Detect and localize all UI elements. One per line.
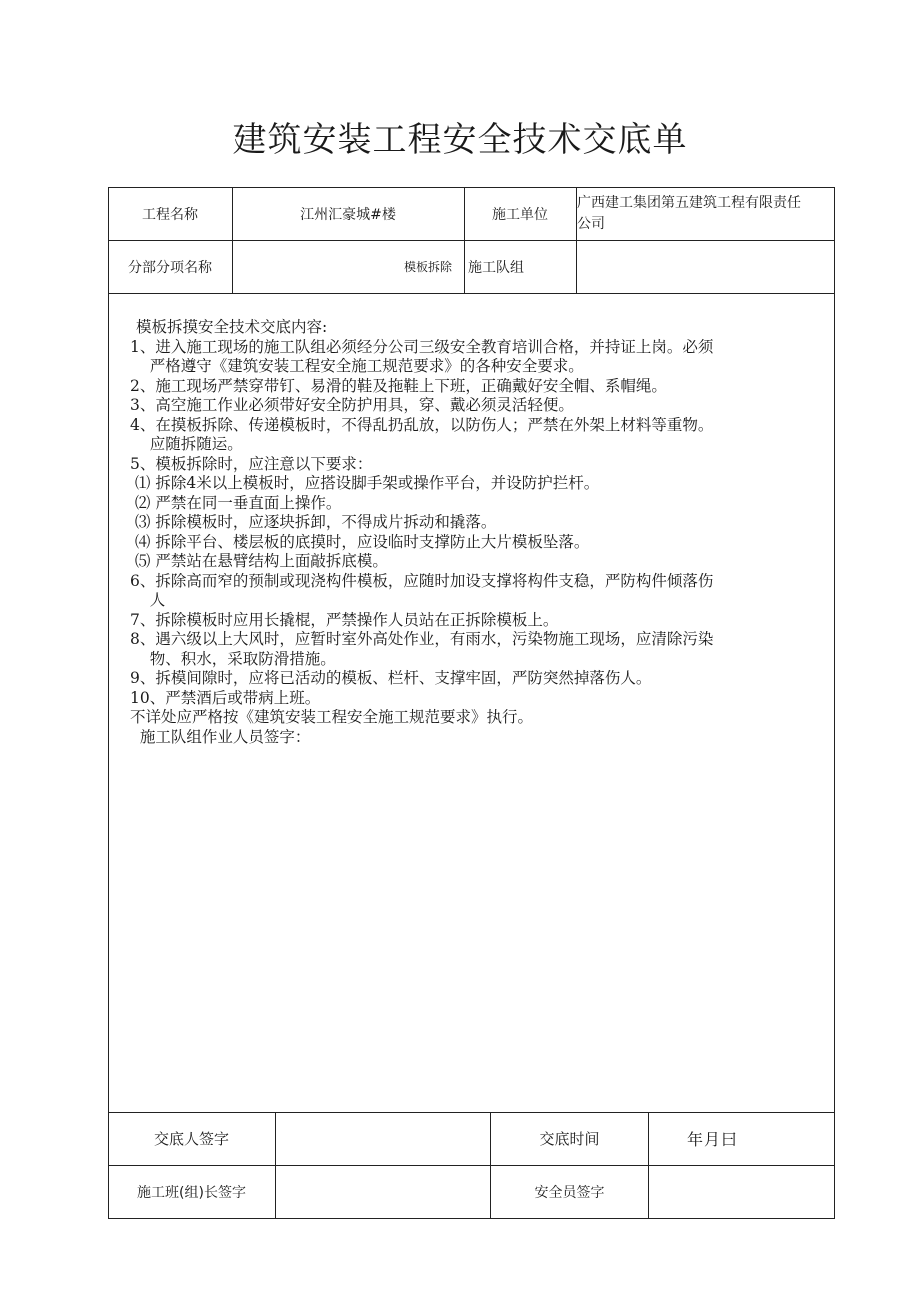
content-line: ⑸ 严禁站在悬臂结构上面敲拆底模。	[130, 552, 388, 570]
content-line: 施工队组作业人员签字：	[130, 727, 311, 746]
content-line: ⑵ 严禁在同一垂直面上操作。	[130, 493, 342, 512]
content-line: 3、高空施工作业必须带好安全防护用具，穿、戴必须灵活轻便。	[130, 396, 574, 414]
content-line: 人	[130, 591, 166, 609]
construction-unit-value[interactable]	[577, 187, 835, 240]
content-line: 10、严禁酒后或带病上班。	[130, 688, 321, 707]
content-line: 7、拆除模板时应用长撬棍，严禁操作人员站在正拆除模板上。	[130, 610, 559, 629]
content-line: ⑶ 拆除模板时，应逐块拆卸，不得成片拆动和撬落。	[130, 513, 497, 531]
content-line: 9、拆模间隙时，应将已活动的模板、栏杆、支撑牢固，严防突然掉落伤人。	[130, 669, 652, 687]
content-line: ⑷ 拆除平台、楼层板的底摸时，应设临时支撑防止大片模板坠落。	[130, 532, 590, 551]
construction-unit-line1: 广西建工集团第五建筑工程有限责任	[577, 194, 801, 211]
subproject-value[interactable]: 模板拆除	[403, 260, 452, 274]
team-value[interactable]	[577, 240, 835, 293]
safety-officer-sign-field[interactable]	[649, 1165, 835, 1219]
content-heading: 模板拆摸安全技术交底内容:	[136, 318, 328, 336]
content-line: 严格遵守《建筑安装工程安全施工规范要求》的各种安全要求。	[130, 357, 584, 375]
safety-officer-sign-label: 安全员签字	[534, 1185, 605, 1201]
content-line: 2、施工现场严禁穿带钉、易滑的鞋及拖鞋上下班，正确戴好安全帽、系帽绳。	[130, 376, 667, 395]
content-line: 6、拆除高而窄的预制或现浇构件模板，应随时加设支撑将构件支稳，严防构件倾落伤	[130, 571, 714, 590]
content-line: 1、进入施工现场的施工队组必须经分公司三级安全教育培训合格，并持证上岗。必须	[130, 337, 714, 356]
content-line: 4、在摸板拆除、传递模板时，不得乱扔乱放，以防伤人；严禁在外架上材料等重物。	[130, 415, 714, 434]
team-leader-sign-field[interactable]	[276, 1165, 490, 1219]
team-label: 施工队组	[468, 259, 524, 276]
document-title: 建筑安装工程安全技术交底单	[232, 120, 688, 160]
content-line: 物、积水，采取防滑措施。	[130, 649, 336, 668]
construction-unit-line2: 公司	[577, 215, 605, 232]
briefer-sign-label: 交底人签字	[153, 1130, 229, 1148]
briefing-time-field[interactable]: 年月曰	[687, 1130, 739, 1149]
briefing-time-label: 交底时间	[539, 1130, 600, 1148]
content-line: 5、模板拆除时，应注意以下要求：	[130, 454, 373, 473]
row-divider	[108, 293, 835, 294]
construction-unit-label: 施工单位	[492, 206, 548, 223]
content-line: 8、遇六级以上大风时，应暂时室外高处作业，有雨水，污染物施工现场，应清除污染	[130, 630, 714, 648]
project-name-value[interactable]: 江州汇豪城#楼	[300, 206, 396, 223]
content-line: 不详处应严格按《建筑安装工程安全施工规范要求》执行。	[130, 708, 534, 726]
subproject-label: 分部分项名称	[128, 259, 212, 276]
team-leader-sign-label: 施工班(组)长签字	[137, 1185, 246, 1201]
briefer-sign-field[interactable]	[276, 1112, 490, 1165]
content-line: ⑴ 拆除4米以上模板时，应搭设脚手架或操作平台，并设防护拦杆。	[130, 474, 600, 492]
project-name-label: 工程名称	[142, 206, 198, 223]
content-line: 应随拆随运。	[130, 435, 243, 453]
safety-briefing-content	[130, 318, 835, 747]
